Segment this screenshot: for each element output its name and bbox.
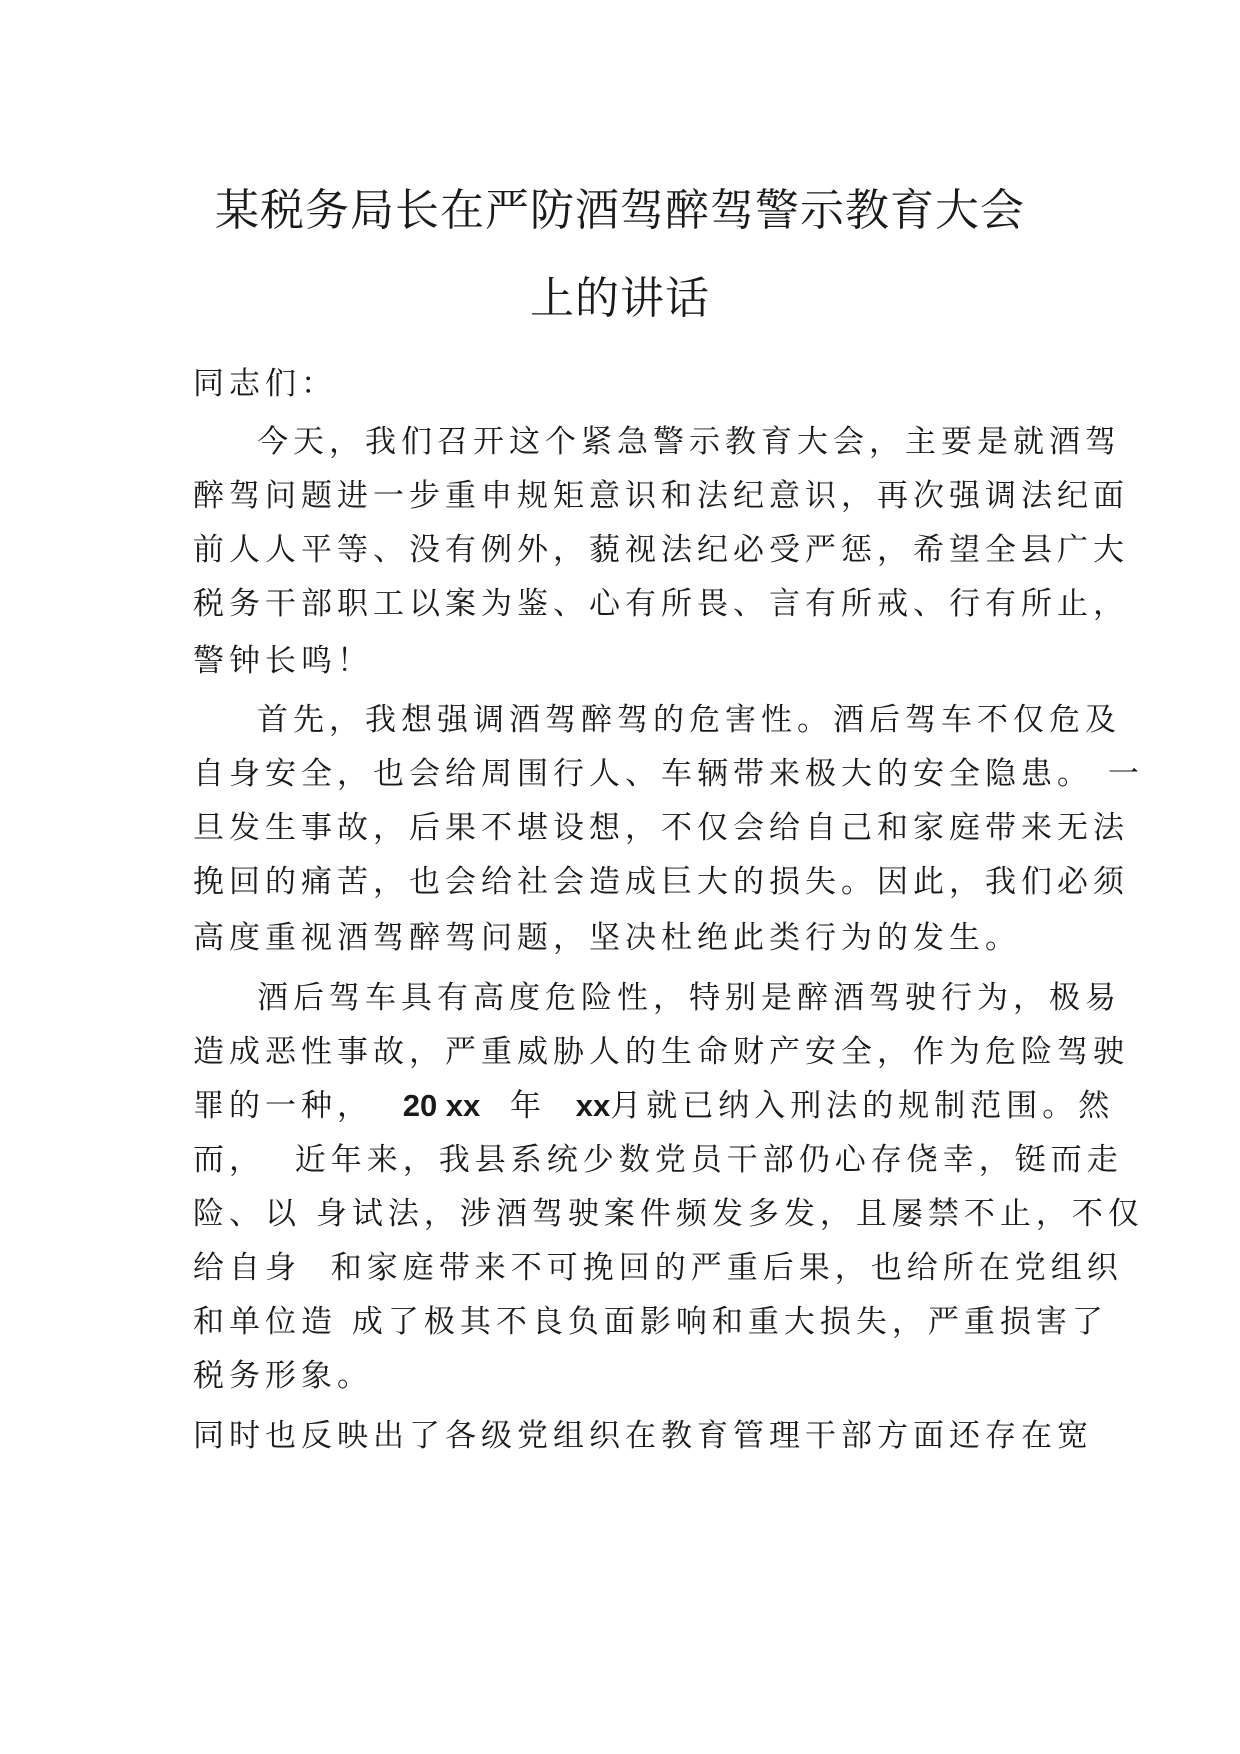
paragraph-3-line: 而， 近年来，我县系统少数党员干部仍心存侥幸，铤而走 (193, 1142, 1123, 1178)
line-text: 月就已纳入刑法的规制范围。然 (610, 1088, 1115, 1124)
paragraph-1-line: 警钟长鸣！ (193, 643, 373, 679)
month-placeholder: xx (575, 1088, 611, 1123)
paragraph-3-line: 造成恶性事故，严重威胁人的生命财产安全，作为危险驾驶 (193, 1034, 1129, 1070)
paragraph-2-line: 自身安全，也会给周围行人、车辆带来极大的安全隐患。 一 (193, 756, 1144, 792)
paragraph-2-line: 高度重视酒驾醉驾问题，坚决杜绝此类行为的发生。 (193, 920, 1021, 956)
paragraph-3-line: 税务形象。 (193, 1358, 373, 1394)
paragraph-4-line: 同时也反映出了各级党组织在教育管理干部方面还存在宽 (193, 1418, 1093, 1454)
paragraph-3-line (193, 1084, 1115, 1128)
paragraph-2-line: 首先，我想强调酒驾醉驾的危害性。酒后驾车不仅危及 (257, 702, 1121, 738)
paragraph-1-line: 今天，我们召开这个紧急警示教育大会，主要是就酒驾 (257, 424, 1121, 460)
paragraph-3-line: 给自身 和家庭带来不可挽回的严重后果，也给所在党组织 (193, 1250, 1123, 1286)
paragraph-2-line: 旦发生事故，后果不堪设想，不仅会给自己和家庭带来无法 (193, 810, 1129, 846)
paragraph-1-line: 税务干部职工以案为鉴、心有所畏、言有所戒、行有所止， (193, 586, 1129, 622)
line-text: 罪的一种， (193, 1088, 373, 1124)
document-title-line-2: 上的讲话 (530, 273, 710, 324)
paragraph-3-line: 险、以 身试法，涉酒驾驶案件频发多发，且屡禁不止，不仅 (193, 1196, 1144, 1232)
paragraph-3-line: 酒后驾车具有高度危险性，特别是醉酒驾驶行为，极易 (257, 980, 1121, 1016)
paragraph-1-line: 醉驾问题进一步重申规矩意识和法纪意识，再次强调法纪面 (193, 478, 1129, 514)
line-text: 年 (510, 1088, 547, 1124)
salutation: 同志们： (193, 366, 337, 402)
year-placeholder: 20 xx (402, 1088, 481, 1123)
paragraph-3-line: 和单位造 成了极其不良负面影响和重大损失，严重损害了 (193, 1304, 1108, 1340)
paragraph-1-line: 前人人平等、没有例外，藐视法纪必受严惩，希望全县广大 (193, 532, 1129, 568)
document-title-line-1: 某税务局长在严防酒驾醉驾警示教育大会 (215, 185, 1025, 236)
paragraph-2-line: 挽回的痛苦，也会给社会造成巨大的损失。因此，我们必须 (193, 864, 1129, 900)
